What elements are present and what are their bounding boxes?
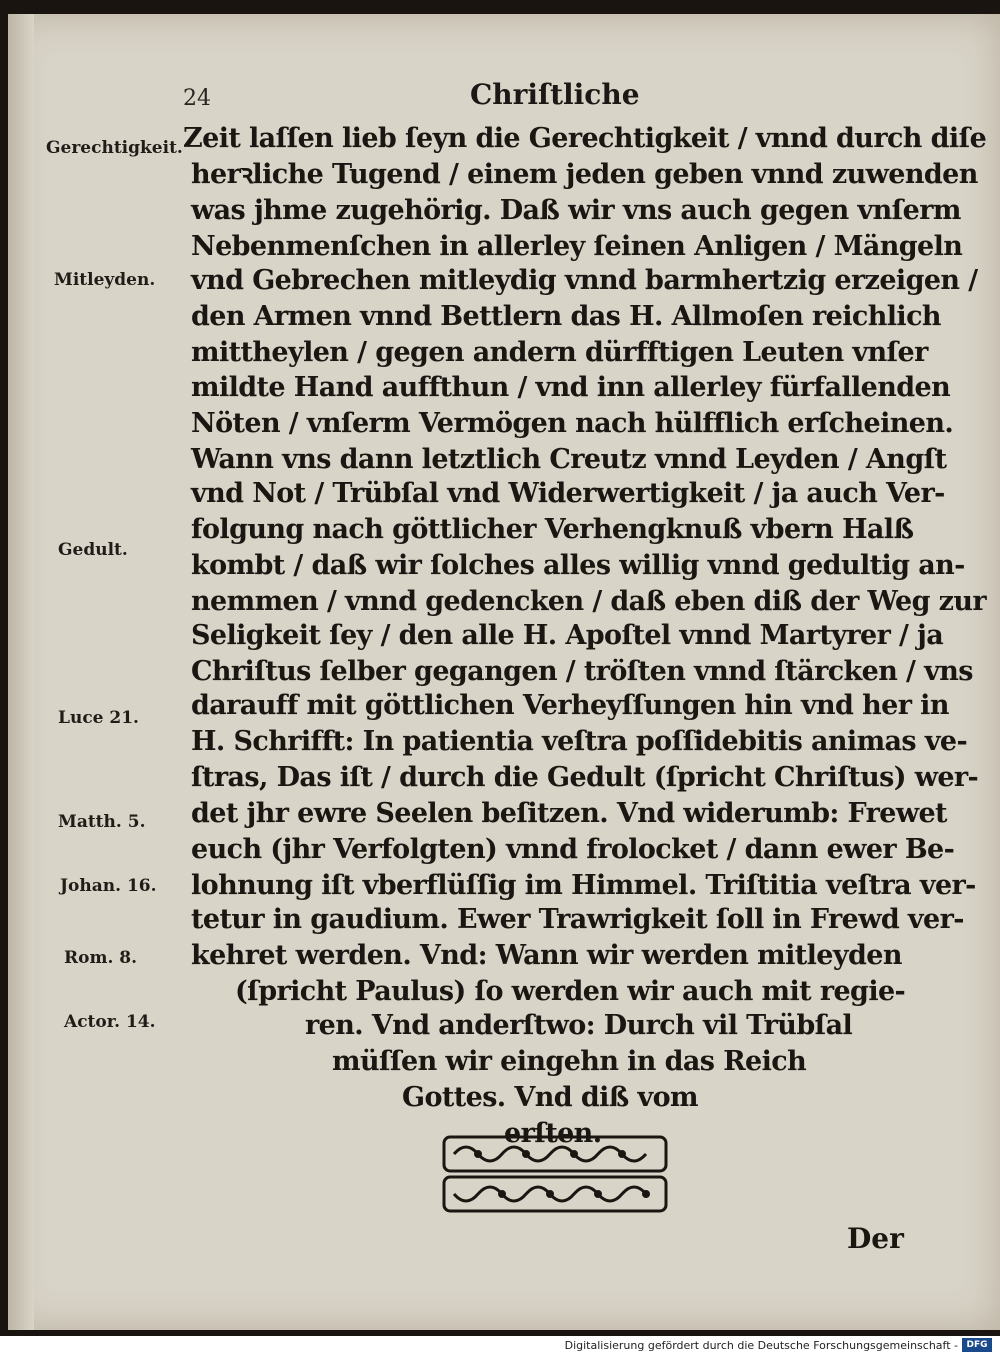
text-line: ren. Vnd anderſtwo: Durch vil Trübſal — [305, 1010, 853, 1041]
text-line: den Armen vnnd Bettlern das H. Allmoſen reichlich — [191, 301, 941, 332]
catchword: Der — [847, 1222, 904, 1255]
running-head: Chriſtliche — [470, 78, 640, 111]
footer-bar — [0, 1336, 1000, 1356]
text-line: müſſen wir eingehn in das Reich — [332, 1046, 807, 1077]
text-line: (ſpricht Paulus) ſo werden wir auch mit regie- — [235, 976, 906, 1007]
text-line: det jhr ewre Seelen beſitzen. Vnd widerumb: Frewet — [191, 798, 947, 829]
text-line: nemmen / vnnd gedencken / daß eben diß der Weg zur — [191, 586, 987, 617]
text-line: Seligkeit ſey / den alle H. Apoſtel vnnd Martyrer / ja — [191, 620, 944, 651]
text-line: kombt / daß wir ſolches alles willig vnnd gedultig an- — [191, 550, 965, 581]
page-number: 24 — [183, 86, 211, 111]
text-line: Zeit laſſen lieb ſeyn die Gerechtigkeit / vnnd durch diſe — [183, 123, 987, 154]
text-line: Nebenmenſchen in allerley ſeinen Anligen / Mängeln — [191, 231, 963, 262]
dfg-logo: DFG — [962, 1338, 992, 1352]
marginal-note: Matth. 5. — [58, 812, 146, 832]
marginal-note: Gedult. — [58, 540, 128, 560]
text-line: H. Schrifft: In patientia veſtra poſſidebitis animas ve- — [191, 726, 968, 757]
text-line: erſten. — [504, 1118, 602, 1149]
text-line: Chriſtus ſelber gegangen / tröſten vnnd ſtärcken / vns — [191, 656, 973, 687]
text-line: euch (jhr Verfolgten) vnnd frolocket / dann ewer Be- — [191, 834, 955, 865]
printers-ornament — [440, 1133, 670, 1215]
text-line: kehret werden. Vnd: Wann wir werden mitleyden — [191, 940, 902, 971]
marginal-note: Actor. 14. — [64, 1012, 156, 1032]
marginal-note: Luce 21. — [58, 708, 139, 728]
marginal-note: Gerechtigkeit. — [46, 138, 183, 158]
text-line: mittheylen / gegen andern dürfftigen Leuten vnſer — [191, 337, 928, 368]
text-line: herꝛliche Tugend / einem jeden geben vnnd zuwenden — [191, 159, 978, 190]
text-line: lohnung iſt vberflüſſig im Himmel. Triſtitia veſtra ver- — [191, 870, 976, 901]
marginal-note: Johan. 16. — [60, 876, 157, 896]
text-line: mildte Hand auffthun / vnd inn allerley fürfallenden — [191, 372, 951, 403]
text-line: Nöten / vnſerm Vermögen nach hülfflich erſcheinen. — [191, 408, 954, 439]
text-line: vnd Not / Trübſal vnd Widerwertigkeit / ja auch Ver- — [191, 478, 945, 509]
marginal-note: Mitleyden. — [54, 270, 156, 290]
text-line: ſtras, Das iſt / durch die Gedult (ſpricht Chriſtus) wer- — [191, 762, 979, 793]
text-line: was jhme zugehörig. Daß wir vns auch gegen vnſerm — [191, 195, 961, 226]
text-line: Wann vns dann letztlich Creutz vnnd Leyden / Angſt — [191, 444, 947, 475]
text-line: vnd Gebrechen mitleydig vnnd barmhertzig erzeigen / — [191, 265, 978, 296]
text-line: tetur in gaudium. Ewer Trawrigkeit ſoll in Frewd ver- — [191, 904, 964, 935]
marginal-note: Rom. 8. — [64, 948, 138, 968]
text-line: darauff mit göttlichen Verheyſſungen hin vnd her in — [191, 690, 949, 721]
funding-notice: Digitalisierung gefördert durch die Deutsche Forschungsgemeinschaft - — [564, 1339, 958, 1352]
text-line: Gottes. Vnd diß vom — [402, 1082, 698, 1113]
text-line: folgung nach göttlicher Verhengknuß vbern Halß — [191, 514, 914, 545]
